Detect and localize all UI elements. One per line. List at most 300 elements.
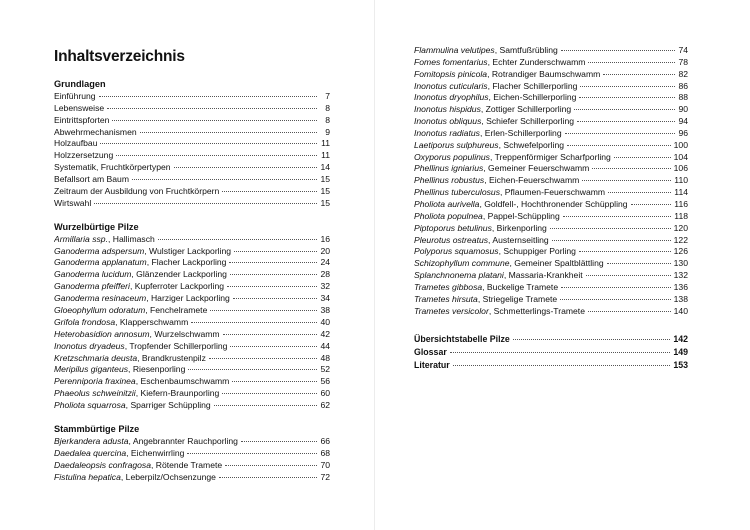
- common-name: , Sparriger Schüppling: [125, 400, 211, 411]
- toc-entry[interactable]: [414, 104, 688, 116]
- latin-name: Phellinus igniarius: [414, 163, 484, 174]
- section-heading: Grundlagen: [54, 79, 106, 89]
- dot-leader: [210, 310, 317, 311]
- toc-entry-title: Literatur: [414, 360, 450, 371]
- dot-leader: [233, 298, 317, 299]
- dot-leader: [158, 239, 317, 240]
- dot-leader: [574, 109, 675, 110]
- dot-leader: [588, 311, 671, 312]
- toc-entry[interactable]: [414, 282, 688, 294]
- toc-entry-title: [414, 57, 585, 69]
- latin-name: Trametes versicolor: [414, 305, 489, 316]
- dot-leader: [453, 365, 671, 366]
- toc-entry-title: [54, 341, 227, 353]
- common-name: , Zottiger Schillerporling: [480, 104, 572, 115]
- dot-leader: [222, 191, 317, 192]
- toc-entry[interactable]: [414, 45, 688, 57]
- latin-name: Fomitopsis pinicola: [414, 68, 488, 79]
- dot-leader: [513, 339, 670, 340]
- dot-leader: [188, 369, 317, 370]
- toc-entry-title: [54, 257, 226, 269]
- toc-entries-continued: [414, 45, 688, 317]
- page-gutter: [374, 0, 375, 530]
- latin-name: Polyporus squamosus: [414, 246, 499, 257]
- toc-entry[interactable]: [54, 293, 330, 305]
- toc-entry-title: [54, 269, 227, 281]
- toc-entry-title: [54, 246, 231, 258]
- toc-entry[interactable]: [414, 163, 688, 175]
- latin-name: Pholiota populnea: [414, 210, 483, 221]
- dot-leader: [191, 322, 317, 323]
- dot-leader: [174, 167, 317, 168]
- toc-entry[interactable]: [414, 306, 688, 318]
- dot-leader: [222, 393, 317, 394]
- toc-entry[interactable]: [414, 235, 688, 247]
- dot-leader: [561, 287, 671, 288]
- latin-name: Daedalea quercina: [54, 447, 127, 458]
- toc-entry-title: Glossar: [414, 347, 447, 358]
- toc-entry-title: [54, 281, 224, 293]
- dot-leader: [592, 168, 670, 169]
- page-number: 68: [320, 447, 330, 458]
- page-number: 153: [673, 360, 688, 371]
- toc-entry-title: [54, 317, 188, 329]
- page-number: 15: [320, 186, 330, 197]
- common-name: , Brandkrustenpilz: [137, 352, 206, 363]
- dot-leader: [607, 263, 671, 264]
- common-name: , Flacher Lackporling: [146, 257, 227, 268]
- toc-entry-title: [54, 305, 207, 317]
- page-number: 136: [673, 281, 688, 292]
- dot-leader: [580, 86, 675, 87]
- toc-entry[interactable]: [54, 127, 330, 139]
- page-number: 72: [320, 471, 330, 482]
- latin-name: Phellinus robustus: [414, 175, 485, 186]
- toc-entry-title: Einführung: [54, 90, 96, 101]
- toc-entry[interactable]: [54, 198, 330, 210]
- common-name: , Gemeiner Spaltblättling: [509, 258, 604, 269]
- toc-entry[interactable]: [54, 91, 330, 103]
- common-name: , Glänzender Lackporling: [131, 269, 227, 280]
- page-number: 116: [674, 198, 688, 209]
- toc-entry[interactable]: [54, 246, 330, 258]
- toc-sections: [54, 79, 330, 484]
- page-number: 20: [320, 245, 330, 256]
- dot-leader: [563, 216, 672, 217]
- dot-leader: [99, 96, 317, 97]
- latin-name: Fomes fomentarius: [414, 56, 488, 67]
- latin-name: Pleurotus ostreatus: [414, 234, 489, 245]
- toc-entry[interactable]: [414, 258, 688, 270]
- dot-leader: [579, 97, 675, 98]
- common-name: , Pappel-Schüppling: [482, 210, 560, 221]
- common-name: , Treppenförmiger Scharfporling: [489, 151, 611, 162]
- toc-entry[interactable]: [54, 115, 330, 127]
- dot-leader: [229, 262, 317, 263]
- dot-leader: [232, 381, 317, 382]
- toc-entry-title: [414, 294, 557, 306]
- common-name: , Striegelige Tramete: [477, 293, 558, 304]
- page-number: 130: [673, 258, 688, 269]
- toc-entry-title: [414, 116, 574, 128]
- toc-entry-title: Abwehrmechanismen: [54, 126, 137, 137]
- dot-leader: [209, 358, 317, 359]
- common-name: , Eichenwirrling: [126, 447, 185, 458]
- toc-entry[interactable]: [54, 257, 330, 269]
- common-name: , Rötende Tramete: [150, 459, 223, 470]
- toc-entry[interactable]: [414, 69, 688, 81]
- section-spacer: [54, 412, 330, 424]
- common-name: , Massaria-Krankheit: [503, 270, 583, 281]
- latin-name: Laetiporus sulphureus: [414, 139, 499, 150]
- common-name: , Erlen-Schillerporling: [479, 127, 562, 138]
- dot-leader: [567, 145, 671, 146]
- dot-leader: [588, 62, 675, 63]
- toc-entry[interactable]: [54, 341, 330, 353]
- page-number: 28: [320, 269, 330, 280]
- dot-leader: [230, 346, 317, 347]
- page-number: 74: [678, 45, 688, 55]
- page-number: 142: [673, 334, 688, 345]
- toc-entry-title: [414, 306, 585, 318]
- page-number: 15: [320, 197, 330, 208]
- toc-entry-title: [54, 400, 211, 412]
- section-heading: Wurzelbürtige Pilze: [54, 221, 139, 232]
- section-heading: Stammbürtige Pilze: [54, 424, 140, 435]
- dot-leader: [140, 132, 317, 133]
- toc-entry[interactable]: [54, 317, 330, 329]
- dot-leader: [94, 203, 317, 204]
- common-name: , Birkenporling: [491, 222, 547, 233]
- toc-entry[interactable]: [54, 472, 330, 484]
- dot-leader: [241, 441, 317, 442]
- page-number: 9: [325, 126, 330, 137]
- page-number: 40: [320, 316, 330, 327]
- toc-entry[interactable]: [54, 448, 330, 460]
- dot-leader: [561, 50, 675, 51]
- latin-name: Ganoderma lucidum: [54, 269, 132, 280]
- toc-entry[interactable]: [414, 81, 688, 93]
- toc-entry[interactable]: [54, 329, 330, 341]
- toc-entry[interactable]: [54, 150, 330, 162]
- common-name: , Klapperschwamm: [115, 316, 189, 327]
- toc-entry[interactable]: [414, 57, 688, 69]
- latin-name: Perenniporia fraxinea: [54, 376, 136, 387]
- toc-entry[interactable]: [54, 388, 330, 400]
- dot-leader: [223, 334, 317, 335]
- page-number: 8: [325, 114, 330, 125]
- toc-entry-title: Wirtswahl: [54, 197, 92, 208]
- common-name: , Flacher Schillerporling: [487, 80, 578, 91]
- toc-entry-title: [414, 270, 583, 282]
- common-name: , Schmetterlings-Tramete: [488, 305, 585, 316]
- toc-entry-title: [414, 81, 577, 93]
- toc-entry[interactable]: [414, 346, 688, 359]
- dot-leader: [550, 228, 671, 229]
- page-number: 100: [673, 139, 688, 150]
- dot-leader: [132, 179, 317, 180]
- toc-entry[interactable]: [54, 436, 330, 448]
- toc-entry[interactable]: [54, 162, 330, 174]
- dot-leader: [577, 121, 675, 122]
- dot-leader: [107, 108, 317, 109]
- toc-entry[interactable]: [54, 364, 330, 376]
- common-name: , Tropfender Schillerporling: [124, 340, 228, 351]
- toc-entry[interactable]: [414, 333, 688, 346]
- page-number: 14: [320, 162, 330, 173]
- toc-entry[interactable]: [54, 269, 330, 281]
- page-number: 88: [678, 92, 688, 103]
- page-number: 34: [320, 293, 330, 304]
- dot-leader: [603, 74, 675, 75]
- toc-entry-title: Holzaufbau: [54, 138, 98, 149]
- page-number: 126: [673, 246, 688, 257]
- latin-name: Ganoderma applanatum: [54, 257, 147, 268]
- toc-entry[interactable]: [414, 128, 688, 140]
- common-name: , Eichen-Feuerschwamm: [484, 175, 580, 186]
- dot-leader: [214, 405, 317, 406]
- toc-entry[interactable]: [414, 294, 688, 306]
- latin-name: Oxyporus populinus: [414, 151, 490, 162]
- common-name: , Pflaumen-Feuerschwamm: [500, 187, 606, 198]
- toc-entry-title: [414, 140, 564, 152]
- toc-entry-title: [54, 329, 220, 341]
- page-number: 110: [674, 175, 688, 186]
- toc-entry-title: [414, 128, 562, 140]
- common-name: , Echter Zunderschwamm: [487, 56, 586, 67]
- toc-entry[interactable]: [54, 376, 330, 388]
- common-name: , Kupferroter Lackporling: [129, 281, 225, 292]
- page-title: Inhaltsverzeichnis: [54, 48, 185, 65]
- dot-leader: [565, 133, 675, 134]
- toc-entry-title: [414, 92, 576, 104]
- section-spacer: [54, 210, 330, 222]
- common-name: , Rotrandiger Baumschwamm: [487, 68, 601, 79]
- page-number: 52: [320, 364, 330, 375]
- toc-entry-title: [54, 460, 222, 472]
- dot-leader: [582, 180, 671, 181]
- common-name: , Riesenporling: [128, 364, 186, 375]
- toc-entry[interactable]: [54, 353, 330, 365]
- page-number: 140: [673, 305, 688, 316]
- toc-entry[interactable]: [414, 116, 688, 128]
- common-name: , Kiefern-Braunporling: [135, 388, 220, 399]
- toc-entry[interactable]: [54, 400, 330, 412]
- page-number: 120: [673, 222, 688, 233]
- dot-leader: [552, 240, 671, 241]
- common-name: , Hallimasch: [107, 233, 155, 244]
- toc-entry[interactable]: [54, 305, 330, 317]
- toc-entry-title: [414, 258, 604, 270]
- latin-name: Pholiota squarrosa: [54, 400, 126, 411]
- toc-entry-title: [414, 211, 560, 223]
- latin-name: Heterobasidion annosum: [54, 328, 150, 339]
- back-matter-list: [414, 333, 688, 372]
- latin-name: Meripilus giganteus: [54, 364, 129, 375]
- dot-leader: [579, 251, 671, 252]
- latin-name: Trametes hirsuta: [414, 293, 478, 304]
- toc-entry[interactable]: [54, 186, 330, 198]
- page-number: 118: [674, 210, 688, 221]
- left-page: [54, 46, 330, 484]
- common-name: , Buckelige Tramete: [482, 281, 559, 292]
- latin-name: Pholiota aurivella: [414, 198, 480, 209]
- page-number: 106: [673, 163, 688, 174]
- latin-name: Armillaria ssp.: [54, 233, 108, 244]
- toc-entry[interactable]: [54, 103, 330, 115]
- latin-name: Schizophyllum commune: [414, 258, 510, 269]
- latin-name: Inonotus cuticularis: [414, 80, 488, 91]
- toc-entry-title: [414, 199, 628, 211]
- latin-name: Ganoderma pfeifferi: [54, 281, 130, 292]
- latin-name: Fistulina hepatica: [54, 471, 121, 482]
- page-number: 94: [678, 116, 688, 127]
- toc-entry[interactable]: [414, 211, 688, 223]
- page-number: 42: [320, 328, 330, 339]
- latin-name: Ganoderma adspersum: [54, 245, 145, 256]
- toc-entry-title: [414, 104, 571, 116]
- page-number: 149: [673, 347, 688, 358]
- common-name: , Gemeiner Feuerschwamm: [483, 163, 590, 174]
- page-number: 8: [325, 102, 330, 113]
- page-number: 82: [678, 68, 688, 79]
- page-number: 132: [673, 270, 688, 281]
- dot-leader: [100, 143, 317, 144]
- common-name: , Goldfell-, Hochthronender Schüppling: [479, 198, 628, 209]
- latin-name: Daedaleopsis confragosa: [54, 459, 151, 470]
- toc-entry-title: Systematik, Fruchtkörpertypen: [54, 162, 171, 173]
- toc-entry-title: Lebensweise: [54, 102, 105, 113]
- toc-entry-title: [414, 282, 558, 294]
- dot-leader: [234, 251, 317, 252]
- toc-entry[interactable]: [54, 138, 330, 150]
- common-name: , Wurzelschwamm: [149, 328, 220, 339]
- toc-entry[interactable]: [414, 92, 688, 104]
- page-number: 96: [678, 127, 688, 138]
- toc-entry[interactable]: [54, 234, 330, 246]
- toc-entry-title: [54, 376, 229, 388]
- page-number: 90: [678, 104, 688, 115]
- toc-entry[interactable]: [414, 223, 688, 235]
- toc-entry-title: [54, 472, 216, 484]
- toc-entry-title: Befallsort am Baum: [54, 174, 129, 185]
- common-name: , Wulstiger Lackporling: [144, 245, 232, 256]
- page-number: 16: [320, 233, 330, 244]
- page-number: 7: [325, 90, 330, 101]
- toc-entry[interactable]: [414, 175, 688, 187]
- dot-leader: [631, 204, 672, 205]
- page-number: 78: [678, 56, 688, 67]
- toc-entry-title: [54, 353, 206, 365]
- page-number: 62: [320, 400, 330, 411]
- dot-leader: [225, 465, 317, 466]
- toc-entry-title: [54, 234, 155, 246]
- page-number: 138: [673, 293, 688, 304]
- dot-leader: [230, 274, 317, 275]
- latin-name: Gloeophyllum odoratum: [54, 305, 146, 316]
- toc-entry-title: [414, 223, 547, 235]
- page-number: 56: [320, 376, 330, 387]
- page-number: 32: [320, 281, 330, 292]
- common-name: , Schuppiger Porling: [498, 246, 576, 257]
- dot-leader: [560, 299, 671, 300]
- common-name: , Angebrannter Rauchporling: [128, 435, 238, 446]
- latin-name: Grifola frondosa: [54, 316, 116, 327]
- toc-entry-title: [414, 246, 576, 258]
- latin-name: Inonotus dryophilus: [414, 92, 489, 103]
- toc-entry[interactable]: [414, 140, 688, 152]
- latin-name: Piptoporus betulinus: [414, 222, 492, 233]
- toc-entry-title: [54, 293, 230, 305]
- toc-entry[interactable]: [414, 187, 688, 199]
- toc-entry[interactable]: [414, 270, 688, 282]
- toc-entry[interactable]: [414, 152, 688, 164]
- latin-name: Inonotus hispidus: [414, 104, 481, 115]
- dot-leader: [112, 120, 317, 121]
- page-number: 60: [320, 388, 330, 399]
- right-page: [414, 45, 688, 372]
- page-number: 66: [320, 435, 330, 446]
- dot-leader: [219, 477, 317, 478]
- common-name: , Austernseitling: [488, 234, 549, 245]
- common-name: , Samtfußrübling: [494, 45, 558, 55]
- toc-entry-title: [414, 163, 589, 175]
- toc-entry-title: Holzzersetzung: [54, 150, 114, 161]
- page-number: 44: [320, 340, 330, 351]
- dot-leader: [187, 453, 317, 454]
- toc-entry[interactable]: [54, 460, 330, 472]
- toc-entry-title: [414, 45, 558, 57]
- latin-name: Kretzschmaria deusta: [54, 352, 138, 363]
- page-number: 70: [320, 459, 330, 470]
- latin-name: Splanchnonema platani: [414, 270, 504, 281]
- toc-entry-title: [414, 175, 579, 187]
- toc-entry-title: Zeitraum der Ausbildung von Fruchtkörpern: [54, 186, 220, 197]
- page-number: 86: [678, 80, 688, 91]
- latin-name: Flammulina velutipes: [414, 45, 495, 55]
- common-name: , Eschenbaumschwamm: [135, 376, 230, 387]
- page-number: 11: [321, 150, 330, 161]
- toc-entry-title: [54, 448, 184, 460]
- toc-entry[interactable]: [414, 199, 688, 211]
- toc-entry-title: Eintrittspforten: [54, 114, 110, 125]
- latin-name: Bjerkandera adusta: [54, 435, 129, 446]
- latin-name: Inonotus radiatus: [414, 127, 480, 138]
- page-number: 38: [320, 305, 330, 316]
- toc-entry[interactable]: [54, 281, 330, 293]
- dot-leader: [586, 275, 671, 276]
- toc-entry-title: Übersichtstabelle Pilze: [414, 334, 510, 345]
- toc-entry-title: [414, 187, 605, 199]
- page-number: 48: [320, 352, 330, 363]
- toc-entry-title: [54, 388, 219, 400]
- toc-entry[interactable]: [54, 174, 330, 186]
- toc-entry-title: [54, 436, 238, 448]
- latin-name: Ganoderma resinaceum: [54, 293, 147, 304]
- dot-leader: [116, 155, 317, 156]
- toc-entry[interactable]: [414, 359, 688, 372]
- toc-entry-title: [414, 152, 611, 164]
- latin-name: Inonotus obliquus: [414, 116, 482, 127]
- toc-entry[interactable]: [414, 246, 688, 258]
- common-name: , Schiefer Schillerporling: [481, 116, 575, 127]
- dot-leader: [450, 352, 671, 353]
- dot-leader: [608, 192, 671, 193]
- toc-entry-title: [54, 364, 185, 376]
- toc-entry-title: [414, 235, 549, 247]
- page-number: 104: [673, 151, 688, 162]
- latin-name: Trametes gibbosa: [414, 281, 483, 292]
